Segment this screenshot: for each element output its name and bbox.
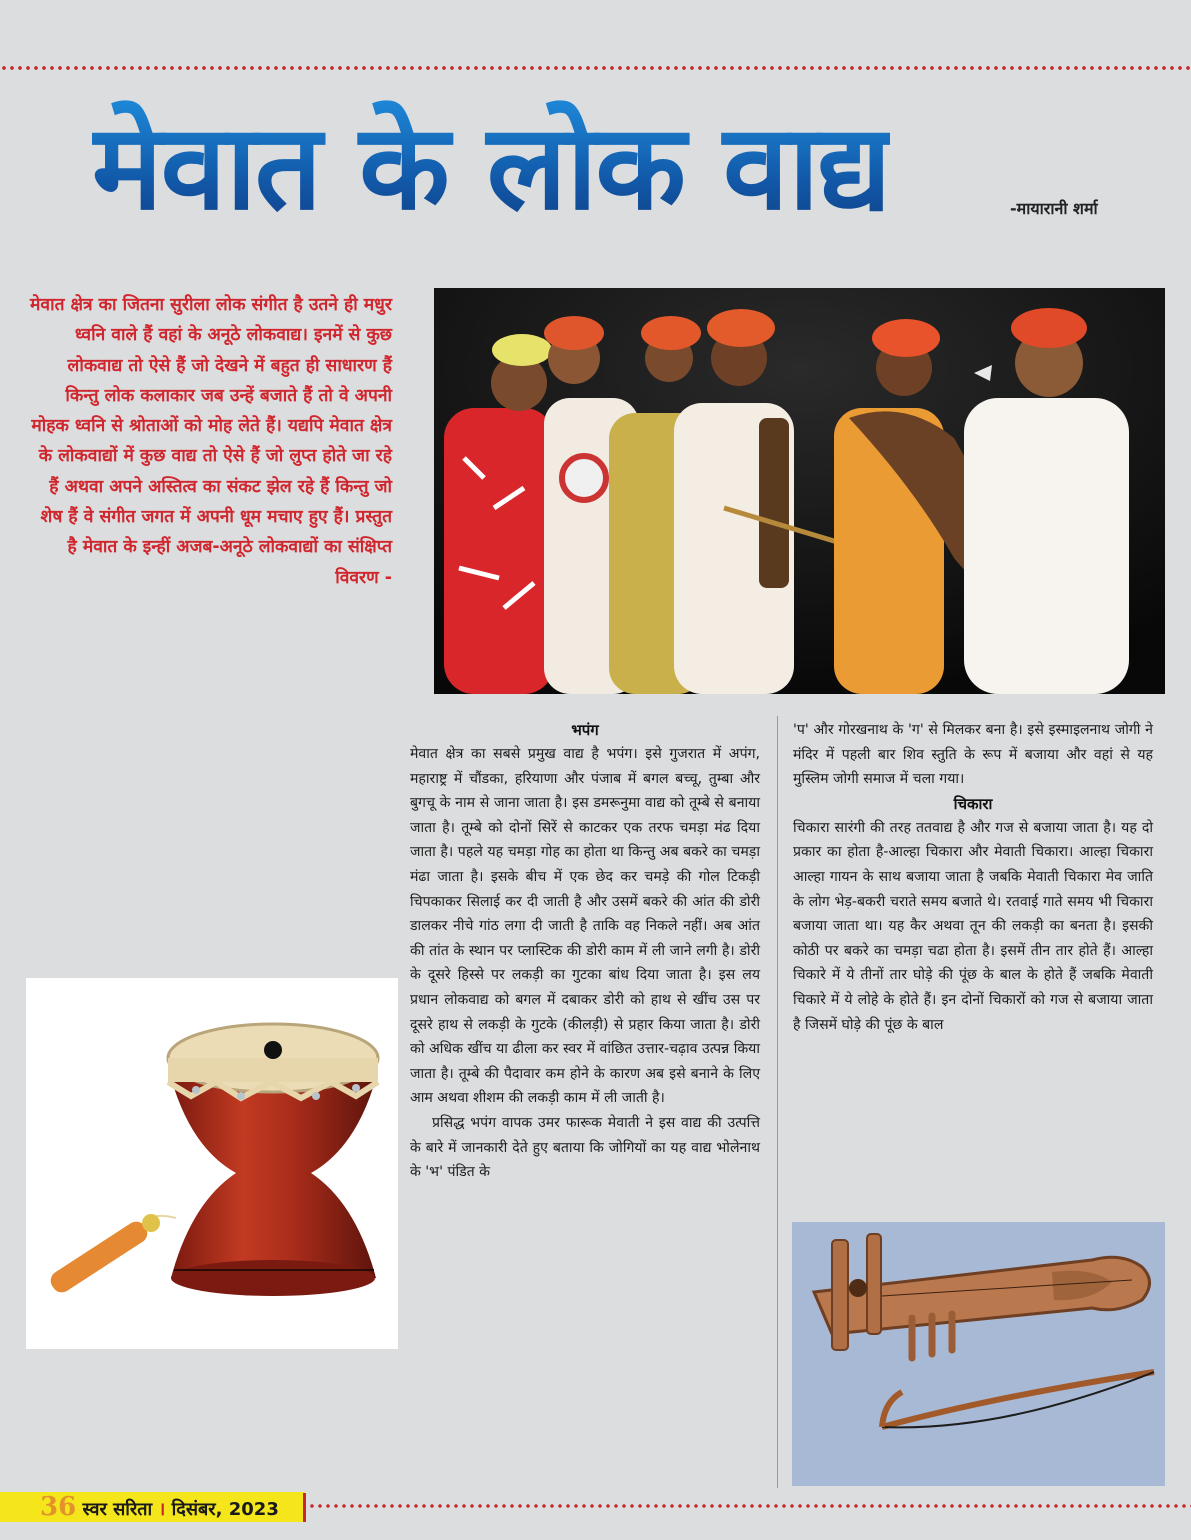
author-byline: -मायारानी शर्मा: [1010, 199, 1098, 218]
bhapang-paragraph-2: प्रसिद्ध भपंग वापक उमर फारूक मेवाती ने इस वाद्य की उत्पत्ति के बारे में जानकारी देते हुए बताया कि जोगियों का यह वाद्य भोलेनाथ के 'भ' पंडित के: [410, 1114, 760, 1181]
bhapang-paragraph-1: मेवात क्षेत्र का सबसे प्रमुख वाद्य है भपंग। इसे गुजरात में अपंग, महाराष्ट्र में चौंडका, हरियाणा और पंजाब में बगल बच्चू, तुम्बा और बुगचू के नाम से जाना जाता है। इस डमरूनुमा वाद्य को तूम्बे से बनाया जाता है। तूम्बे को दोनों सिरें से काटकर एक तरफ चमड़ा मंढ दिया जाता है। पहले यह चमड़ा गोह का होता था किन्तु अब बकरे का चमड़ा मंढा जाता है। इसके बीच में एक छेद कर चमड़े की गोल टिकड़ी चिपकाकर सिलाई कर दी जाती है और उसमें बकरे की आंत की डोरी डालकर नीचे गांठ लगा दी जाती है ताकि वह निकले नहीं। अब आंत की तांत के स्थान पर प्लास्टिक की डोरी काम में ली जाने लगी है। डोरी के दूसरे हिस्से पर लकड़ी का गुटका बांध दिया जाता है। इस लय प्रधान लोकवाद्य को बगल में दबाकर डोरी को हाथ से खींच उस पर दूसरे हाथ से लकड़ी के गुटके (कीलड़ी) से प्रहार किया जाता है। डोरी को अधिक खींच या ढीला कर स्वर में वांछित उत्तार-चढ़ाव उत्पन्न किया जाता है। तूम्बे की पैदावार कम होने के कारण अब इसे बनाने के लिए आम अथवा शीशम की लकड़ी काम में ली जाती है।: [410, 746, 760, 1107]
footer-separator: ।: [158, 1499, 166, 1520]
footer-label: [40, 1492, 279, 1522]
musicians-photo: [434, 288, 1165, 694]
column-divider: [777, 716, 778, 1488]
chikara-paragraph-1: चिकारा सारंगी की तरह ततवाद्य है और गज से बजाया जाता है। यह दो प्रकार का होता है-आल्हा चिकारा और मेवाती चिकारा। आल्हा चिकारा आल्हा गायन के साथ बजाया जाता है जबकि मेवाती चिकारा मेव जाति के लोग भेड़-बकरी चराते समय बजाते थे। रतवाई गाते समय भी चिकारा बजाया जाता था। यह कैर अथवा तून की लकड़ी का बनता है। इसकी कोठी पर बकरे का चमड़ा चढा होता है। इसमें तीन तार होते हैं। आल्हा चिकारे में ये तीनों तार घोड़े की पूंछ के बाल के होते हैं जबकि मेवाती चिकारे में ये लोहे के होते हैं। इन दोनों चिकारों को गज से बजाया जाता है जिसमें घोड़े की पूंछ के बाल: [793, 819, 1153, 1033]
bhapang-paragraph-3: 'प' और गोरखनाथ के 'ग' से मिलकर बना है। इसे इस्माइलनाथ जोगी ने मंदिर में पहली बार शिव स्तुति के रूप में बजाया और वहां से यह मुस्लिम जोगी समाज में चला गया।: [793, 722, 1153, 788]
bottom-dotted-rule: [308, 1502, 1191, 1510]
page-number: 36: [40, 1492, 77, 1522]
text-column-right: [793, 718, 1153, 1037]
magazine-name: स्वर सरिता: [82, 1499, 153, 1520]
top-dotted-rule: [0, 64, 1191, 72]
section-heading-chikara: चिकारा: [953, 794, 993, 813]
bhapang-photo: [26, 978, 398, 1349]
footer-rule: [303, 1493, 306, 1522]
section-heading-bhapang: भपंग: [571, 721, 599, 739]
text-column-middle: [410, 718, 760, 1185]
article-title: मेवात के लोक वाद्य: [92, 98, 890, 236]
chikara-photo: [792, 1222, 1165, 1486]
intro-paragraph: मेवात क्षेत्र का जितना सुरीला लोक संगीत है उतने ही मधुर ध्वनि वाले हैं वहां के अनूठे लोकवाद्य। इनमें से कुछ लोकवाद्य तो ऐसे हैं जो देखने में बहुत ही साधारण हैं किन्तु लोक कलाकार जब उन्हें बजाते हैं तो वे अपनी मोहक ध्वनि से श्रोताओं को मोह लेते हैं। यद्यपि मेवात क्षेत्र के लोकवाद्यों में कुछ वाद्य तो ऐसे हैं जो लुप्त होते जा रहे हैं अथवा अपने अस्तित्व का संकट झेल रहे हैं किन्तु जो शेष हैं वे संगीत जगत में अपनी धूम मचाए हुए हैं। प्रस्तुत है मेवात के इन्हीं अजब-अनूठे लोकवाद्यों का संक्षिप्त विवरण -: [30, 295, 392, 588]
issue-date: दिसंबर, 2023: [171, 1499, 279, 1520]
